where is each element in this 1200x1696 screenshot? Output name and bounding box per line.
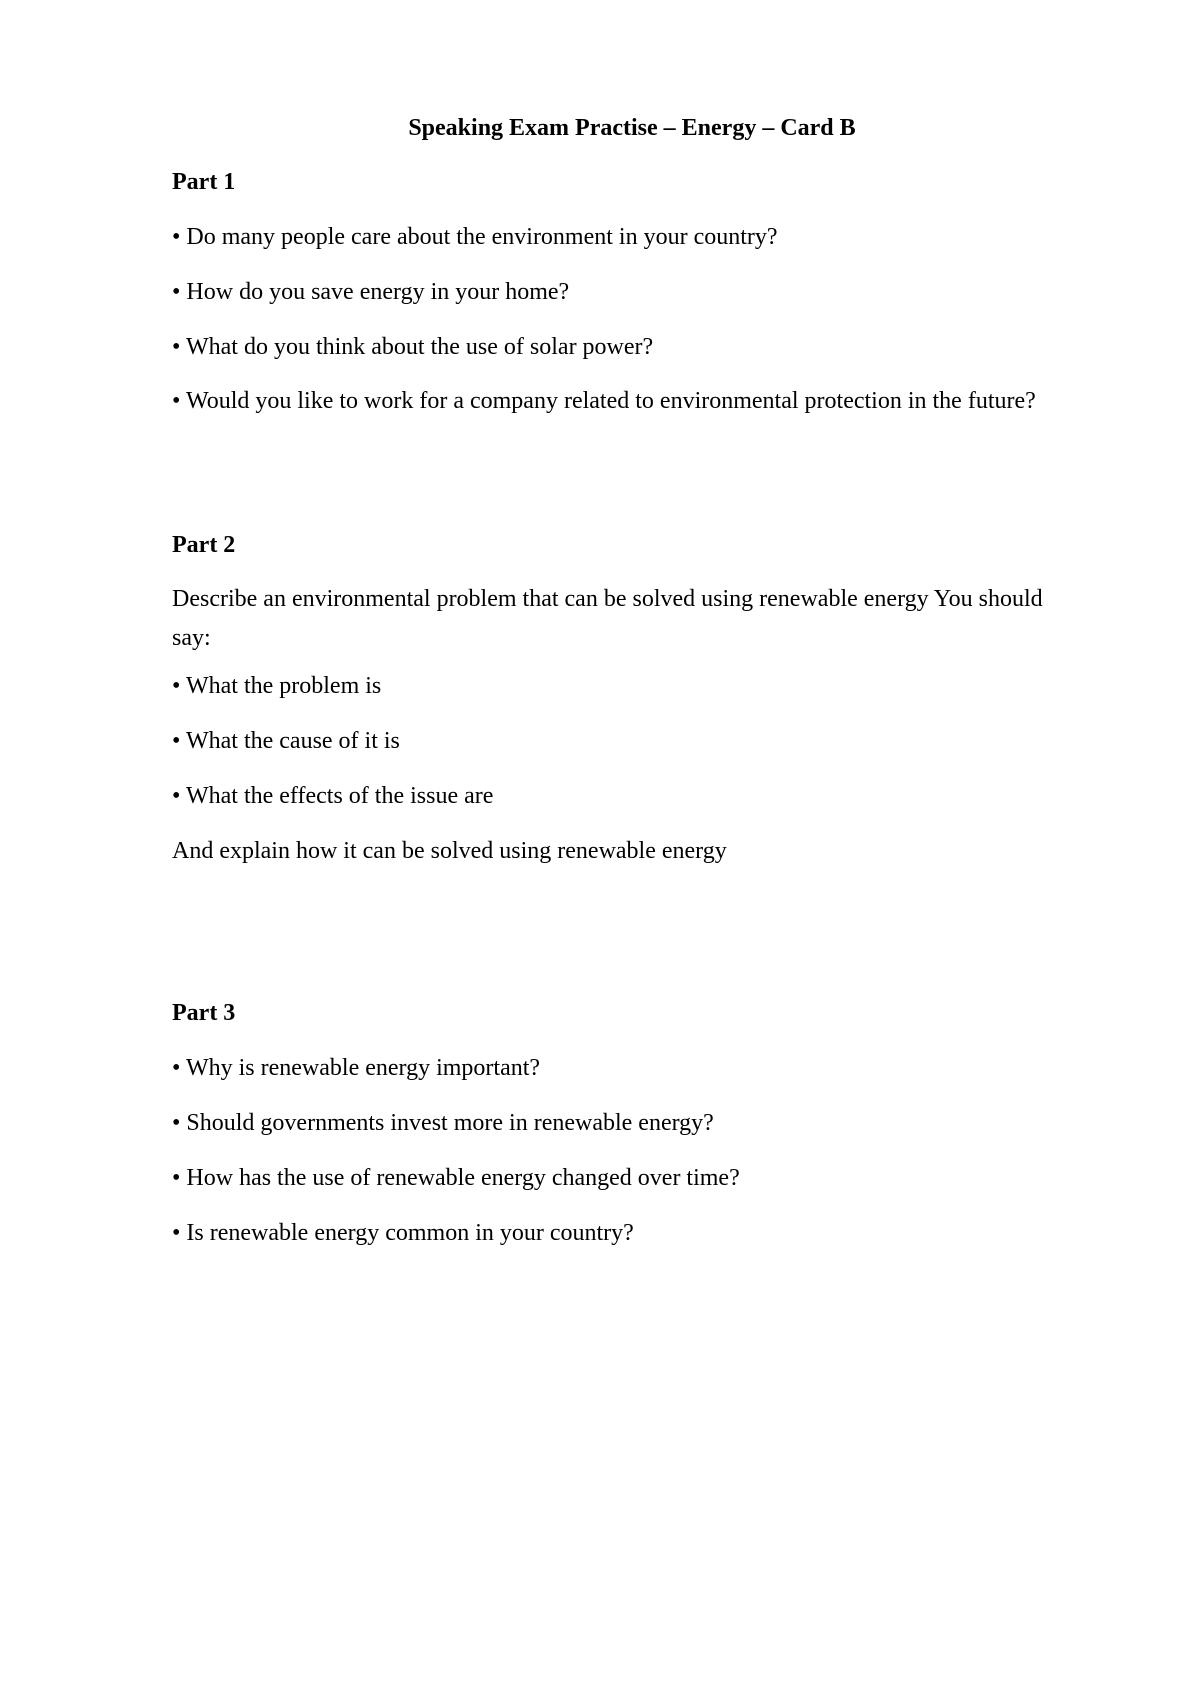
part-2-point-1: • What the problem is: [172, 673, 382, 699]
part-1-heading: Part 1: [172, 169, 236, 195]
part-3-question-1: • Why is renewable energy important?: [172, 1055, 541, 1081]
document-body: [172, 166, 1062, 1249]
part-3-section: [172, 997, 1062, 1249]
part-3-question-4: • Is renewable energy common in your country?: [172, 1220, 634, 1246]
part-3-question-3: • How has the use of renewable energy changed over time?: [172, 1165, 740, 1191]
part-1-question-3: • What do you think about the use of solar power?: [172, 334, 654, 360]
part-1-question-2: • How do you save energy in your home?: [172, 279, 570, 305]
part-3-heading: Part 3: [172, 1000, 236, 1026]
part-1-question-4: • Would you like to work for a company related to environmental protection in the future?: [172, 388, 1036, 414]
part-2-heading: Part 2: [172, 532, 236, 558]
part-3-question-2: • Should governments invest more in renewable energy?: [172, 1110, 714, 1136]
part-2-closing: And explain how it can be solved using renewable energy: [172, 838, 727, 864]
part-2-point-2: • What the cause of it is: [172, 728, 400, 754]
part-2-point-3: • What the effects of the issue are: [172, 783, 494, 809]
part-2-section: [172, 529, 1062, 867]
part-1-section: [172, 166, 1062, 421]
part-2-intro: Describe an environmental problem that can be solved using renewable energy You should say:: [172, 586, 1043, 651]
part-1-question-1: • Do many people care about the environment in your country?: [172, 224, 778, 250]
document-title: Speaking Exam Practise – Energy – Card B: [408, 115, 856, 141]
